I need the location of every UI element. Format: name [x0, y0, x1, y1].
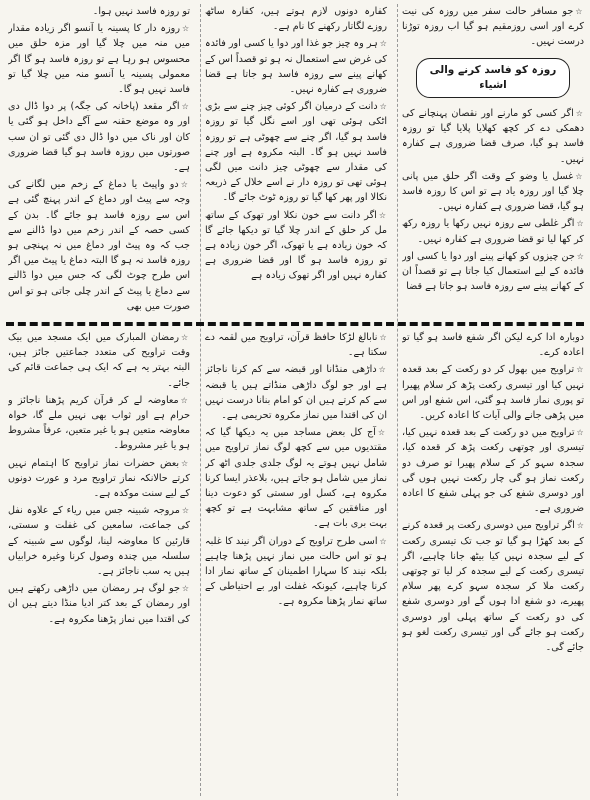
paragraph: ☆جن چیزوں کو کھانے پینے اور دوا یا کسی اور فائدہ کے لیے استعمال کیا جاتا ہے تو قصداً ان کے کھانے پینے سے روزہ فاسد ہو جاتا ہے قضا: [402, 250, 584, 293]
paragraph: ☆اگر دانت سے خون نکلا اور تھوک کے ساتھ مل کر حلق کے اندر چلا گیا تو دیکھا جائے گا کہ خون زیادہ ہے یا تھوک، اگر خون زیادہ ہے تو روزہ فاسد ہو گا اور قضا ضروری ہے کفارہ نہیں اور اگر تھوک زیادہ ہے: [205, 209, 387, 282]
star-icon: ☆: [575, 7, 584, 16]
star-icon: ☆: [181, 506, 190, 516]
star-icon: ☆: [180, 180, 190, 190]
star-icon: ☆: [378, 365, 387, 375]
star-icon: ☆: [379, 536, 387, 546]
paragraph: ☆داڑھی منڈانا اور قبضہ سے کم کرنا ناجائز ہے اور جو لوگ داڑھی منڈاتے ہیں یا قبضہ سے کم کرتے ہیں ان کو امام بنانا درست نہیں ان کی اقتدا میں نماز مکروہ تحریمی ہے۔: [205, 364, 387, 422]
star-icon: ☆: [180, 395, 190, 405]
column-divider: [397, 4, 398, 796]
star-icon: ☆: [181, 24, 190, 34]
paragraph: ☆رمضان المبارک میں ایک مسجد میں بیک وقت تراویح کی متعدد جماعتیں جائز ہیں، البتہ بہتر یہ ہے کہ ایک ہی جماعت قائم کی جائے۔: [8, 332, 190, 389]
section-divider: [6, 322, 584, 326]
column-divider: [200, 4, 201, 796]
paragraph: ☆اسی طرح تراویح کے دوران اگر نیند کا غلبہ ہو تو اس حالت میں نماز نہیں پڑھنا چاہیے بلکہ نیند کا سہارا اطمینان کے ساتھ نماز ادا کرنا چاہیے، کیونکہ غفلت اور بے احتیاطی کے ساتھ نماز پڑھنا مکروہ ہے۔: [205, 535, 387, 608]
star-icon: ☆: [576, 365, 584, 375]
paragraph: ☆غسل یا وضو کے وقت اگر حلق میں پانی چلا گیا اور روزہ یاد ہے تو اس کا روزہ فاسد ہو گیا، قضا ضروری ہے کفارہ نہیں۔: [402, 170, 584, 213]
star-icon: ☆: [575, 109, 584, 119]
section-heading: روزہ کو فاسد کرنے والی اشیاء: [416, 58, 570, 98]
top-right-column: [402, 4, 584, 322]
paragraph: تو روزہ فاسد نہیں ہوا۔: [92, 6, 190, 17]
paragraph: ☆آج کل بعض مساجد میں یہ دیکھا گیا کہ مقتدیوں میں سے کچھ لوگ نماز تراویح میں شامل نہیں ہوتے یہ لوگ جلدی جلدی اٹھ کر نماز میں شامل ہو جاتے ہیں، بلاعذر ایسا کرنا مکروہ ہے، کسل اور سستی کو دعوت دینا اور منافقین کے ساتھ مشابہت ہے تو کچھ بہت بری بات ہے۔: [205, 427, 387, 530]
paragraph: ☆اگر مقعد (پاخانہ کی جگہ) پر دوا ڈال دی اور وہ موضع حقنہ سے آگے داخل ہو گئی یا کان اور ناک میں دوا ڈال دی گئی تو ان سب صورتوں میں روزہ فاسد ہو گیا قضا ضروری ہے۔: [8, 101, 190, 174]
top-left-column: [8, 4, 190, 322]
paragraph: ☆مروجہ شبینہ جس میں ریاء کے علاوہ نفل کی جماعت، سامعین کی غفلت و سستی، قارئین کا معاوضہ لینا، لوگوں سے شبینہ کے سلسلہ میں چندہ وصول کرنا وغیرہ خرابیاں ہیں یہ سب ناجائز ہے۔: [8, 505, 190, 578]
star-icon: ☆: [181, 333, 190, 342]
star-icon: ☆: [379, 333, 387, 342]
bottom-middle-column: [205, 330, 387, 796]
star-icon: ☆: [576, 219, 584, 229]
paragraph: ☆بعض حضرات نماز تراویح کا اہتمام نہیں کرتے حالانکہ نماز تراویح مرد و عورت دونوں کے لیے سنت موکدہ ہے۔: [8, 457, 190, 500]
star-icon: ☆: [181, 584, 190, 594]
paragraph: ☆جو مسافر حالت سفر میں روزہ کی نیت کرے اور اسی روزمقیم ہو گیا اب روزہ توڑنا درست نہیں۔: [402, 6, 584, 48]
paragraph: ☆معاوضہ لے کر قرآن کریم پڑھنا ناجائز و حرام ہے اور ثواب بھی نہیں ملے گا، خواہ معاوضہ متعین ہو یا غیر متعین، عرفاً مشروط ہو یا غیر مشروط۔: [8, 394, 190, 452]
paragraph: ☆اگر کسی کو مارنے اور نقصان پہنچانے کی دھمکی دے کر کچھ کھلایا پلایا گیا تو روزہ فاسد ہو گیا، صرف قضا ضروری ہے کفارہ نہیں۔: [402, 108, 584, 165]
star-icon: ☆: [379, 39, 387, 49]
star-icon: ☆: [575, 171, 584, 181]
paragraph: ☆دو واپیٹ یا دماغ کے زخم میں لگانے کی وجہ سے پیٹ اور دماغ کے اندر پہنچ گئی ہے اس سے روزہ فاسد ہو جائے گا۔ بدن کے کسی حصہ کے اندر زخم میں دوا ڈالنے سے جب کہ وہ پیٹ اور دماغ میں نہ پہنچی ہو روزہ فاسد نہ ہو گا البتہ دماغ یا پیٹ میں اگر اس طرح چوٹ لگی کہ جس میں دوا ڈالنے سے دماغ یا پیٹ کے اندر چلی جاتی ہو تو اس صورت میں بھی: [8, 179, 190, 312]
paragraph: ☆اگر تراویح میں دوسری رکعت پر قعدہ کرنے کے بعد کھڑا ہو گیا تو جب تک تیسری رکعت کے لیے سجدہ نہیں کیا بیٹھ جانا چاہیے، اگر تیسری رکعت کے لیے سجدہ کر لیا تو چوتھی رکعت ملا کر سجدہ سہو کرے پھر سلام پھیرے، دو شفع ادا ہوں گے اور دوسری شفع کی دو رکعت کے ساتھ پہلی اور دوسری رکعت ہو جائے گی اور تیسری رکعت لغو ہو جائے گی۔: [402, 520, 584, 654]
star-icon: ☆: [576, 428, 584, 438]
paragraph: ☆ہر وہ چیز جو غذا اور دوا یا کسی اور فائدہ کی غرض سے استعمال نہ ہو تو قصداً اس کے کھانے پینے سے روزہ فاسد ہو جاتا ہے قضا ضروری ہے کفارہ نہیں۔: [205, 38, 387, 96]
paragraph: ☆تراویح میں دو رکعت کے بعد قعدہ نہیں کیا، تیسری اور چوتھی رکعت پڑھ کر قعدہ کیا، سجدہ سہو کر کے سلام پھیرا تو صرف دو رکعت نماز ہو گی چار رکعت نہیں ہوں گی اور دوسری شفع کی جو پہلی شفع کا اعادہ ضروری ہے۔: [402, 427, 584, 515]
paragraph: ☆جو لوگ ہر رمضان میں داڑھی رکھتے ہیں اور رمضان کے بعد کتر ادیا منڈا دیتے ہیں ان کی اقتدا میں نماز پڑھنا مکروہ ہے۔: [8, 583, 190, 625]
star-icon: ☆: [378, 210, 387, 220]
star-icon: ☆: [379, 102, 387, 112]
paragraph: کفارہ دونوں لازم ہوتے ہیں، کفارہ ساٹھ روزے لگاتار رکھنے کا نام ہے۔: [205, 6, 387, 33]
bottom-right-column: [402, 330, 584, 796]
paragraph: ☆نابالغ لڑکا حافظ قرآن، تراویح میں لقمہ دے سکتا ہے۔: [205, 332, 387, 359]
star-icon: ☆: [181, 102, 190, 112]
bottom-left-column: [8, 330, 190, 796]
paragraph: دوبارہ ادا کرے لیکن اگر شفع فاسد ہو گیا تو اعادہ کرے۔: [402, 332, 584, 359]
star-icon: ☆: [576, 521, 584, 531]
star-icon: ☆: [377, 428, 387, 438]
top-middle-column: [205, 4, 387, 322]
paragraph: ☆دانت کے درمیان اگر کوئی چیز چنے سے بڑی اٹکی ہوئی تھی اور اسے نگل گیا تو روزہ فاسد ہو گیا، اگر چنے سے چھوٹی ہے تو روزہ فاسد نہیں ہو گا۔ البتہ مکروہ ہے اور چنے کی مقدار سے چھوٹی چیز دانت میں لگی ہوئی تھی تو روزہ دار نے اسے خلال کے ذریعہ نکالا اور پھر کھا گیا تو روزہ ٹوٹ جائے گا۔: [205, 101, 387, 204]
paragraph: ☆تراویح میں بھول کر دو رکعت کے بعد قعدہ نہیں کیا اور تیسری رکعت پڑھ کر سلام پھیرا تو پوری نماز فاسد ہو گئی، اس شفع اور اس میں پڑھی جانے والی آیات کا اعادہ کریں۔: [402, 364, 584, 422]
star-icon: ☆: [576, 251, 584, 261]
paragraph: ☆روزہ دار کا پسینہ یا آنسو اگر زیادہ مقدار میں منہ میں چلا گیا اور مزہ حلق میں محسوس ہو رہا ہے تو روزہ فاسد ہو گا اگر معمولی پسینہ یا آنسو منہ میں چلا گیا تو فاسد نہیں ہو گا۔: [8, 23, 190, 96]
paragraph: ☆اگر غلطی سے روزہ نہیں رکھا یا روزہ رکھ کر کھا لیا تو قضا ضروری ہے کفارہ نہیں۔: [402, 218, 584, 245]
star-icon: ☆: [181, 458, 190, 468]
